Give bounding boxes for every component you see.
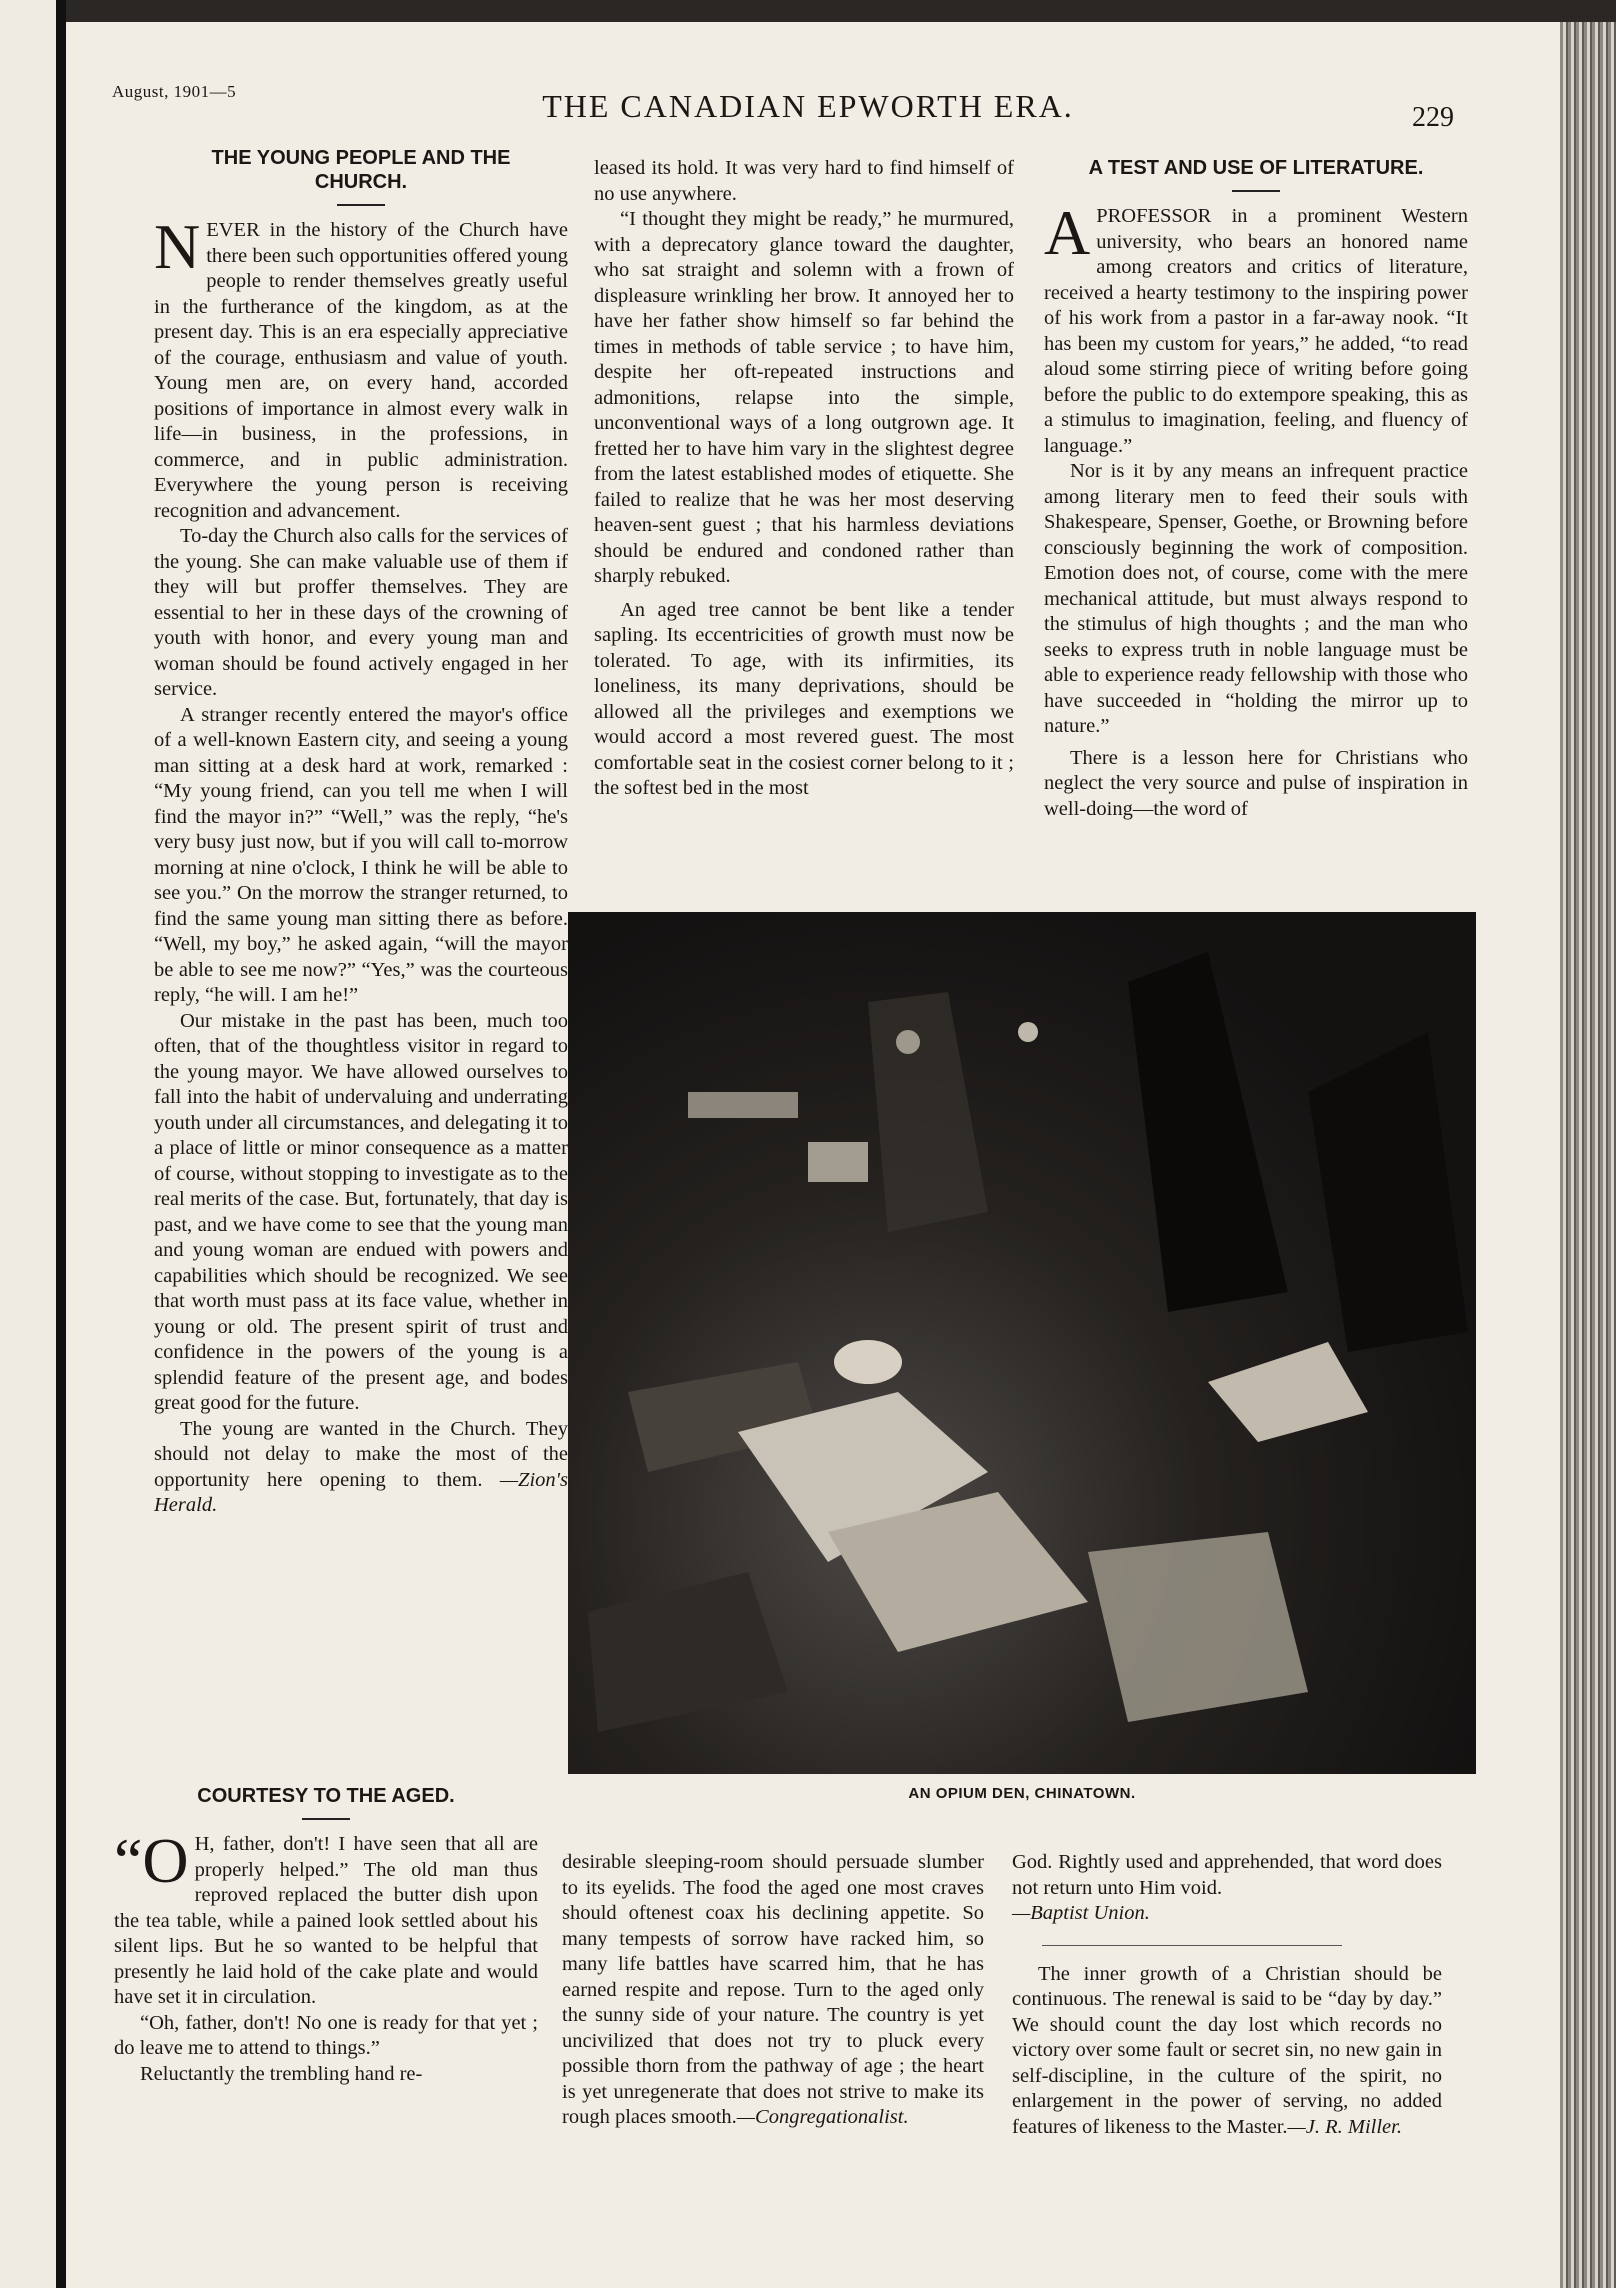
article-heading: THE YOUNG PEOPLE AND THE CHURCH.	[211, 147, 511, 193]
paragraph: An aged tree cannot be bent like a tender sapling. Its eccentricities of growth must now be tolerated. To age, with its infirmities, its loneliness, its many deprivations, should be allowed all the privileges and exemptions we would accord a most revered guest. The most comfortable seat in the cosiest corner belong to it ; the softest bed in the most	[594, 598, 1014, 799]
drop-cap: A	[1044, 197, 1091, 268]
paragraph: Reluctantly the trembling hand re-	[140, 2062, 423, 2085]
drop-cap: N	[154, 211, 201, 282]
page-number: 229	[1412, 102, 1454, 133]
page-stack-edge	[1560, 22, 1616, 2288]
facing-page-edge	[0, 0, 62, 2288]
paragraph: Nor is it by any means an infrequent practice among literary men to feed their souls with Shakespeare, Spenser, Goethe, or Browning before consciously beginning the work of composition. Emotion does not, of course, come with the mere mechanical attitude, but must always respond to the stimulus of high thoughts ; and the man who seeks to express truth in noble language must be able to experience ready fellowship with those who have succeeded in “holding the mirror up to nature.”	[1044, 460, 1468, 737]
paragraph: EVER in the history of the Church have there been such opportunities offered young people to render themselves greatly useful in the furtherance of the kingdom, as at the present day. This is an era especially appreciative of the courage, enthusiasm and value of youth. Young men are, on every hand, accorded positions of importance in almost every walk in life—in business, in the professions, in commerce, and in public administration. Everywhere the young person is receiving recognition and advancement.	[154, 219, 568, 522]
article-literature	[1044, 156, 1468, 822]
heading-rule	[1232, 190, 1280, 192]
paragraph: desirable sleeping-room should persuade slumber to its eyelids. The food the aged one most craves should oftenest coax his declining appetite. So many tempests of sorrow have racked him, so many life battles have scarred him, that he has earned respite and repose. Turn to the aged only the sunny side of your nature. The country is yet uncivilized that does not try to pluck every possible thorn from the pathway of age ; the heart is yet unregenerate that does not strive to make its rough places smooth.	[562, 1851, 984, 2128]
publication-title: THE CANADIAN EPWORTH ERA.	[542, 88, 1074, 124]
photo-caption: AN OPIUM DEN, CHINATOWN.	[908, 1785, 1136, 1802]
heading-rule	[302, 1818, 350, 1820]
section-divider	[1042, 1945, 1342, 1946]
heading-rule	[337, 204, 385, 206]
issue-date: August, 1901—5	[112, 82, 237, 101]
source-credit: —Baptist Union.	[1012, 1902, 1150, 1924]
paragraph: To-day the Church also calls for the services of the young. She can make valuable use of them if they will but proffer themselves. They are essential to her in these days of the crowning of youth with honor, and every young man and woman should be found actively engaged in her service.	[154, 525, 568, 700]
courtesy-conclusion	[562, 1850, 984, 2131]
paragraph: A stranger recently entered the mayor's office of a well-known Eastern city, and seeing a young man sitting at a desk hard at work, remarked : “My young friend, can you tell me when I will find the mayor in?” “Well,” was the reply, “he's very busy just now, but if you will call to-morrow morning at nine o'clock, I think he will be able to see you.” On the morrow the stranger returned, to find the same young man sitting there as before. “Well, my boy,” he asked again, “will the mayor be able to see me now?” “Yes,” was the courteous reply, “he will. I am he!”	[154, 703, 568, 1006]
article-heading: A TEST AND USE OF LITERATURE.	[1088, 157, 1424, 179]
literature-conclusion	[1012, 1850, 1442, 2140]
paragraph: God. Rightly used and apprehended, that word does not return unto Him void.	[1012, 1851, 1442, 1899]
article-young-people	[154, 146, 568, 1519]
article-courtesy	[114, 1784, 538, 2087]
paragraph: The young are wanted in the Church. They should not delay to make the most of the opportunity here opening to them.	[154, 1417, 568, 1491]
paragraph: PROFESSOR in a prominent Western university, who bears an honored name among creators and critics of literature, received a hearty testimony to the inspiring power of his work from a pastor in a far-away nook. “It has been my custom for years,” he added, “to read aloud some stirring piece of writing before going before the public to do extempore speaking, this as a stimulus to imagination, feeling, and fluency of language.”	[1044, 205, 1468, 457]
paragraph: H, father, don't! I have seen that all are properly helped.” The old man thus reproved replaced the butter dish upon the tea table, while a pained look settled about his silent lips. But he so wanted to be helpful that presently he laid hold of the cake plate and would have set it in circulation.	[114, 1833, 538, 2008]
source-credit: —Congregationalist.	[736, 2106, 909, 2128]
photo-illustration	[568, 912, 1476, 1774]
paragraph: There is a lesson here for Christians who neglect the very source and pulse of inspiration in well-doing—the word of	[1044, 746, 1468, 820]
opium-den-photograph	[568, 912, 1476, 1774]
paragraph: The inner growth of a Christian should be continuous. The renewal is said to be “day by day.” We should count the day lost which records no victory over some fault or secret sin, no new gain in self-discipline, in the culture of the spirit, no enlargement in the power of serving, no added features of likeness to the Master.	[1012, 1962, 1442, 2138]
courtesy-continued	[594, 156, 1014, 802]
source-credit: —Zion's Herald.	[154, 1468, 569, 1516]
paragraph: Our mistake in the past has been, much too often, that of the thoughtless visitor in regard to the young mayor. We have allowed ourselves to fall into the habit of undervaluing and underrating youth under all circumstances, and delegating it to a place of little or minor consequence as a matter of course, without stopping to investigate as to the real merits of the case. But, fortunately, that day is past, and we have come to see that the young man and young woman are endued with powers and capabilities which should be recognized. We see that worth must pass at its face value, whether in young or old. The present spirit of trust and confidence in the powers of the young is a splendid feature of the present age, and bodes great good for the future.	[154, 1009, 568, 1414]
source-credit: —J. R. Miller.	[1287, 2115, 1402, 2138]
binding-shadow	[56, 0, 66, 2288]
paragraph: “Oh, father, don't! No one is ready for that yet ; do leave me to attend to things.”	[114, 2011, 538, 2059]
drop-cap: “O	[114, 1825, 189, 1896]
paragraph: leased its hold. It was very hard to find himself of no use anywhere.	[594, 157, 1014, 205]
paragraph: “I thought they might be ready,” he murmured, with a deprecatory glance toward the daughter, who sat straight and solemn with a frown of displeasure wrinkling her brow. It annoyed her to have her father show himself so far behind the times in methods of table service ; to have him, despite her oft-repeated instructions and admonitions, relapse into the simple, unconventional ways of a long outgrown age. It fretted her to have him vary in the slightest degree from the latest established modes of etiquette. She failed to realize that he was her most deserving heaven-sent guest ; that his harmless deviations should be endured and condoned rather than sharply rebuked.	[594, 208, 1014, 587]
article-heading: COURTESY TO THE AGED.	[197, 1785, 455, 1807]
